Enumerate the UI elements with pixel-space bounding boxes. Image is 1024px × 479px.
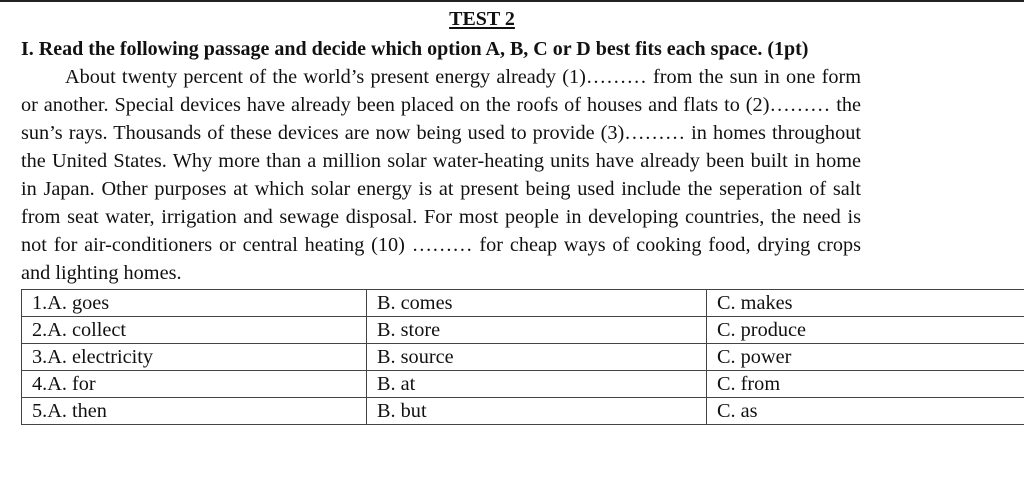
option-a-cell: 1.A. goes: [22, 290, 367, 317]
option-c-cell: C. as: [707, 398, 1024, 425]
option-b-cell: B. comes: [367, 290, 707, 317]
table-row: [22, 317, 1024, 344]
test-title: TEST 2: [449, 8, 515, 30]
option-b-cell: B. store: [367, 317, 707, 344]
option-c-cell: C. produce: [707, 317, 1024, 344]
table-row: [22, 371, 1024, 398]
top-border-line: [0, 0, 1024, 2]
option-a-cell: 4.A. for: [22, 371, 367, 398]
option-c-cell: C. from: [707, 371, 1024, 398]
table-row: [22, 344, 1024, 371]
answer-options-table: [21, 289, 1024, 425]
table-row: [22, 290, 1024, 317]
instruction-text: I. Read the following passage and decide which option A, B, C or D best fits each space. (1pt): [21, 38, 809, 60]
option-c-cell: C. power: [707, 344, 1024, 371]
option-b-cell: B. at: [367, 371, 707, 398]
option-b-cell: B. but: [367, 398, 707, 425]
option-a-cell: 5.A. then: [22, 398, 367, 425]
option-a-cell: 3.A. electricity: [22, 344, 367, 371]
option-a-cell: 2.A. collect: [22, 317, 367, 344]
reading-passage: About twenty percent of the world’s present energy already (1)……… from the sun in one form or another. Special devices have already been placed on the roofs of houses and flats to (2)……… the sun’s rays. Thousands of these devices are now being used to provide (3)……… in homes throughout the United States. Why more than a million solar water-heating units have already been built in home in Japan. Other purposes at which solar energy is at present being used include the seperation of salt from seat water, irrigation and sewage disposal. For most people in developing countries, the need is not for air-conditioners or central heating (10) ……… for cheap ways of cooking food, drying crops and lighting homes.: [21, 66, 861, 284]
test-sheet: [21, 6, 1021, 425]
option-b-cell: B. source: [367, 344, 707, 371]
table-row: [22, 398, 1024, 425]
option-c-cell: C. makes: [707, 290, 1024, 317]
